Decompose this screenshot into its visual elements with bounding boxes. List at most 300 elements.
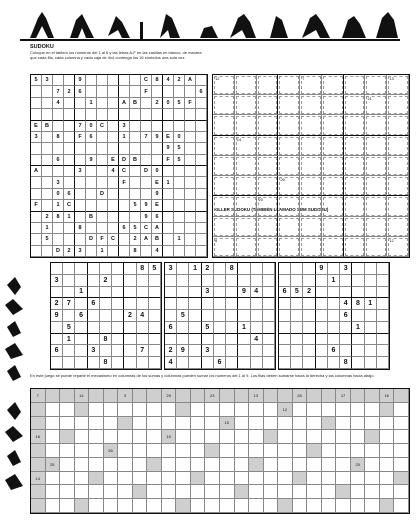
grid-cell[interactable] <box>165 275 177 287</box>
grid-cell[interactable] <box>377 334 389 346</box>
kakuro-cell[interactable] <box>147 444 162 458</box>
grid-cell[interactable] <box>303 322 315 334</box>
grid-cell[interactable]: 8 <box>100 334 112 346</box>
killer-cell[interactable] <box>235 75 257 95</box>
grid-cell[interactable]: 8 <box>226 263 238 275</box>
grid-cell[interactable] <box>130 86 141 97</box>
grid-cell[interactable] <box>238 357 250 369</box>
grid-cell[interactable] <box>108 132 119 143</box>
killer-cell[interactable] <box>344 156 366 176</box>
grid-cell[interactable] <box>316 334 328 346</box>
grid-cell[interactable] <box>316 287 328 299</box>
grid-cell[interactable] <box>328 322 340 334</box>
grid-cell[interactable]: 1 <box>42 223 53 234</box>
killer-cell[interactable] <box>278 75 300 95</box>
grid-cell[interactable] <box>75 322 87 334</box>
kakuro-cell[interactable] <box>293 458 308 472</box>
grid-cell[interactable] <box>124 287 136 299</box>
kakuro-cell[interactable] <box>147 485 162 499</box>
grid-cell[interactable] <box>185 177 196 188</box>
grid-cell[interactable] <box>165 287 177 299</box>
grid-cell[interactable] <box>291 310 303 322</box>
grid-cell[interactable] <box>64 98 75 109</box>
kakuro-cell[interactable] <box>60 472 75 486</box>
grid-cell[interactable] <box>51 334 63 346</box>
kakuro-cell[interactable] <box>336 472 351 486</box>
killer-cell[interactable] <box>300 176 322 196</box>
grid-cell[interactable]: 3 <box>53 177 64 188</box>
kakuro-cell[interactable] <box>89 444 104 458</box>
kakuro-cell[interactable] <box>176 417 191 431</box>
killer-cell[interactable] <box>387 176 409 196</box>
kakuro-cell[interactable] <box>75 430 90 444</box>
grid-cell[interactable] <box>303 298 315 310</box>
grid-cell[interactable] <box>303 345 315 357</box>
kakuro-cell[interactable] <box>322 472 337 486</box>
grid-cell[interactable] <box>377 310 389 322</box>
grid-cell[interactable]: 5 <box>130 223 141 234</box>
grid-cell[interactable] <box>291 334 303 346</box>
killer-cell[interactable] <box>322 217 344 237</box>
killer-cell[interactable] <box>365 237 387 257</box>
grid-cell[interactable] <box>189 345 201 357</box>
grid-cell[interactable]: 2 <box>152 98 163 109</box>
grid-cell[interactable]: 4 <box>163 75 174 86</box>
grid-cell[interactable] <box>214 263 226 275</box>
grid-cell[interactable] <box>303 334 315 346</box>
grid-cell[interactable] <box>189 298 201 310</box>
kakuro-cell[interactable] <box>89 458 104 472</box>
grid-cell[interactable] <box>97 177 108 188</box>
kakuro-cell[interactable] <box>191 458 206 472</box>
kakuro-cell[interactable] <box>264 403 279 417</box>
kakuro-cell[interactable] <box>46 444 61 458</box>
grid-cell[interactable] <box>185 234 196 245</box>
grid-cell[interactable] <box>214 322 226 334</box>
grid-cell[interactable] <box>149 298 161 310</box>
grid-cell[interactable]: 1 <box>86 98 97 109</box>
grid-cell[interactable] <box>63 345 75 357</box>
grid-cell[interactable] <box>279 310 291 322</box>
grid-cell[interactable]: 1 <box>189 263 201 275</box>
grid-cell[interactable]: 0 <box>53 189 64 200</box>
grid-cell[interactable] <box>64 109 75 120</box>
grid-cell[interactable] <box>291 345 303 357</box>
grid-cell[interactable] <box>108 143 119 154</box>
grid-cell[interactable] <box>196 246 207 257</box>
grid-cell[interactable] <box>31 223 42 234</box>
grid-cell[interactable] <box>149 275 161 287</box>
grid-cell[interactable] <box>185 155 196 166</box>
grid-cell[interactable]: 9 <box>177 345 189 357</box>
grid-cell[interactable]: 8 <box>53 132 64 143</box>
kakuro-cell[interactable] <box>380 485 395 499</box>
grid-cell[interactable] <box>63 310 75 322</box>
grid-cell[interactable]: 5 <box>42 234 53 245</box>
kakuro-cell[interactable] <box>394 485 409 499</box>
killer-cell[interactable] <box>344 75 366 95</box>
grid-cell[interactable] <box>251 310 263 322</box>
grid-cell[interactable]: 6 <box>53 155 64 166</box>
grid-cell[interactable] <box>202 310 214 322</box>
grid-cell[interactable] <box>108 177 119 188</box>
killer-cell[interactable] <box>344 95 366 115</box>
grid-cell[interactable] <box>196 177 207 188</box>
grid-cell[interactable] <box>189 287 201 299</box>
killer-cell[interactable] <box>235 237 257 257</box>
kakuro-cell[interactable] <box>380 458 395 472</box>
killer-cell[interactable] <box>235 156 257 176</box>
grid-cell[interactable] <box>185 246 196 257</box>
grid-cell[interactable]: C <box>64 200 75 211</box>
grid-cell[interactable]: 3 <box>202 345 214 357</box>
grid-cell[interactable] <box>119 109 130 120</box>
kakuro-cell[interactable] <box>118 444 133 458</box>
grid-cell[interactable] <box>75 298 87 310</box>
grid-cell[interactable] <box>64 121 75 132</box>
killer-cell[interactable] <box>257 95 279 115</box>
grid-cell[interactable] <box>141 177 152 188</box>
kakuro-cell[interactable] <box>235 472 250 486</box>
killer-cell[interactable] <box>322 95 344 115</box>
grid-cell[interactable] <box>108 212 119 223</box>
killer-cell[interactable] <box>213 75 235 95</box>
kakuro-cell[interactable] <box>293 499 308 513</box>
grid-cell[interactable] <box>189 334 201 346</box>
grid-cell[interactable] <box>177 287 189 299</box>
kakuro-cell[interactable] <box>365 444 380 458</box>
grid-cell[interactable] <box>377 322 389 334</box>
grid-cell[interactable] <box>86 246 97 257</box>
kakuro-cell[interactable] <box>133 444 148 458</box>
grid-cell[interactable] <box>316 310 328 322</box>
kakuro-cell[interactable] <box>293 444 308 458</box>
grid-cell[interactable] <box>112 322 124 334</box>
grid-cell[interactable]: 9 <box>75 75 86 86</box>
grid-cell[interactable]: F <box>185 98 196 109</box>
killer-cell[interactable] <box>278 237 300 257</box>
grid-cell[interactable] <box>42 143 53 154</box>
killer-cell[interactable] <box>257 136 279 156</box>
grid-cell[interactable]: 9 <box>51 310 63 322</box>
kakuro-cell[interactable] <box>264 444 279 458</box>
grid-cell[interactable] <box>226 287 238 299</box>
grid-cell[interactable] <box>163 121 174 132</box>
grid-cell[interactable]: A <box>119 98 130 109</box>
grid-cell[interactable]: 3 <box>51 275 63 287</box>
grid-cell[interactable]: F <box>163 155 174 166</box>
kakuro-cell[interactable] <box>336 417 351 431</box>
kakuro-cell[interactable] <box>162 417 177 431</box>
killer-cell[interactable] <box>300 237 322 257</box>
grid-cell[interactable] <box>226 322 238 334</box>
kakuro-cell[interactable] <box>60 403 75 417</box>
grid-cell[interactable] <box>88 357 100 369</box>
kakuro-cell[interactable] <box>118 472 133 486</box>
grid-cell[interactable]: 8 <box>100 357 112 369</box>
kakuro-cell[interactable] <box>162 458 177 472</box>
kakuro-cell[interactable] <box>205 499 220 513</box>
grid-cell[interactable] <box>214 275 226 287</box>
grid-cell[interactable]: 6 <box>328 345 340 357</box>
grid-cell[interactable] <box>119 86 130 97</box>
grid-cell[interactable] <box>163 189 174 200</box>
grid-cell[interactable] <box>174 177 185 188</box>
killer-cell[interactable] <box>213 217 235 237</box>
grid-cell[interactable] <box>328 357 340 369</box>
grid-cell[interactable] <box>214 334 226 346</box>
grid-cell[interactable] <box>316 298 328 310</box>
grid-cell[interactable] <box>189 322 201 334</box>
kakuro-cell[interactable] <box>75 485 90 499</box>
grid-cell[interactable] <box>108 121 119 132</box>
killer-cell[interactable] <box>387 95 409 115</box>
grid-cell[interactable] <box>112 310 124 322</box>
grid-cell[interactable] <box>86 75 97 86</box>
grid-cell[interactable] <box>31 212 42 223</box>
grid-cell[interactable]: 5 <box>149 263 161 275</box>
grid-cell[interactable] <box>64 143 75 154</box>
grid-cell[interactable] <box>328 263 340 275</box>
grid-cell[interactable]: F <box>31 200 42 211</box>
kakuro-cell[interactable] <box>220 430 235 444</box>
grid-cell[interactable]: E <box>152 200 163 211</box>
grid-cell[interactable] <box>64 132 75 143</box>
grid-cell[interactable] <box>316 322 328 334</box>
killer-cell[interactable] <box>322 176 344 196</box>
grid-cell[interactable]: 2 <box>42 212 53 223</box>
grid-cell[interactable]: 4 <box>53 98 64 109</box>
grid-cell[interactable] <box>352 345 364 357</box>
grid-cell[interactable] <box>163 109 174 120</box>
kakuro-cell[interactable] <box>46 403 61 417</box>
killer-cell[interactable] <box>344 115 366 135</box>
grid-cell[interactable]: E <box>163 132 174 143</box>
grid-cell[interactable] <box>108 86 119 97</box>
grid-cell[interactable] <box>141 189 152 200</box>
grid-cell[interactable]: 5 <box>174 143 185 154</box>
grid-cell[interactable] <box>291 275 303 287</box>
grid-cell[interactable] <box>86 200 97 211</box>
kakuro-cell[interactable] <box>176 472 191 486</box>
grid-cell[interactable] <box>226 310 238 322</box>
grid-cell[interactable] <box>196 75 207 86</box>
kakuro-cell[interactable] <box>336 403 351 417</box>
grid-cell[interactable]: 1 <box>119 132 130 143</box>
grid-cell[interactable] <box>196 143 207 154</box>
grid-cell[interactable] <box>63 263 75 275</box>
grid-cell[interactable] <box>112 298 124 310</box>
grid-cell[interactable]: 3 <box>75 166 86 177</box>
grid-cell[interactable]: 1 <box>238 322 250 334</box>
grid-cell[interactable] <box>163 166 174 177</box>
kakuro-cell[interactable] <box>394 430 409 444</box>
kakuro-cell[interactable] <box>46 417 61 431</box>
grid-cell[interactable] <box>124 322 136 334</box>
grid-cell[interactable] <box>238 334 250 346</box>
grid-cell[interactable] <box>149 357 161 369</box>
grid-cell[interactable] <box>75 143 86 154</box>
grid-cell[interactable] <box>185 200 196 211</box>
grid-cell[interactable] <box>174 121 185 132</box>
grid-cell[interactable] <box>141 246 152 257</box>
grid-cell[interactable]: 3 <box>88 345 100 357</box>
grid-cell[interactable] <box>185 189 196 200</box>
grid-cell[interactable]: 6 <box>75 86 86 97</box>
grid-cell[interactable]: 2 <box>100 275 112 287</box>
grid-cell[interactable]: 6 <box>196 86 207 97</box>
grid-cell[interactable]: 9 <box>86 155 97 166</box>
kakuro-cell[interactable] <box>89 485 104 499</box>
grid-cell[interactable]: F <box>141 86 152 97</box>
kakuro-cell[interactable] <box>307 458 322 472</box>
grid-cell[interactable] <box>365 334 377 346</box>
grid-cell[interactable] <box>88 322 100 334</box>
grid-cell[interactable] <box>196 98 207 109</box>
grid-cell[interactable] <box>97 86 108 97</box>
kakuro-cell[interactable] <box>60 444 75 458</box>
grid-cell[interactable] <box>263 322 275 334</box>
grid-cell[interactable] <box>149 345 161 357</box>
kakuro-cell[interactable] <box>365 417 380 431</box>
grid-cell[interactable] <box>53 223 64 234</box>
grid-cell[interactable] <box>263 310 275 322</box>
grid-cell[interactable] <box>303 275 315 287</box>
grid-cell[interactable] <box>86 177 97 188</box>
kakuro-cell[interactable] <box>351 430 366 444</box>
killer-cell[interactable] <box>300 196 322 216</box>
grid-cell[interactable]: D <box>97 189 108 200</box>
grid-cell[interactable] <box>377 263 389 275</box>
grid-cell[interactable] <box>152 143 163 154</box>
grid-cell[interactable]: 0 <box>152 166 163 177</box>
killer-cell[interactable] <box>213 115 235 135</box>
grid-cell[interactable]: 6 <box>86 132 97 143</box>
kakuro-cell[interactable] <box>278 417 293 431</box>
grid-cell[interactable] <box>130 109 141 120</box>
kakuro-cell[interactable] <box>365 403 380 417</box>
grid-cell[interactable] <box>112 334 124 346</box>
grid-cell[interactable] <box>64 234 75 245</box>
grid-cell[interactable] <box>108 109 119 120</box>
grid-cell[interactable] <box>177 298 189 310</box>
grid-cell[interactable] <box>124 275 136 287</box>
kakuro-cell[interactable] <box>264 458 279 472</box>
grid-cell[interactable] <box>163 200 174 211</box>
grid-cell[interactable] <box>108 200 119 211</box>
grid-cell[interactable] <box>108 223 119 234</box>
kakuro-cell[interactable] <box>394 403 409 417</box>
killer-cell[interactable] <box>387 156 409 176</box>
grid-cell[interactable] <box>152 121 163 132</box>
grid-cell[interactable]: 0 <box>86 121 97 132</box>
grid-cell[interactable] <box>51 287 63 299</box>
grid-cell[interactable]: 9 <box>238 287 250 299</box>
kakuro-cell[interactable] <box>191 403 206 417</box>
killer-cell[interactable] <box>257 176 279 196</box>
kakuro-cell[interactable] <box>235 458 250 472</box>
grid-cell[interactable] <box>352 287 364 299</box>
kakuro-cell[interactable] <box>147 403 162 417</box>
grid-cell[interactable] <box>137 275 149 287</box>
grid-cell[interactable] <box>100 322 112 334</box>
grid-cell[interactable] <box>75 212 86 223</box>
grid-cell[interactable]: 8 <box>340 357 352 369</box>
grid-cell[interactable]: 1 <box>63 334 75 346</box>
kakuro-cell[interactable] <box>46 485 61 499</box>
grid-cell[interactable]: 6 <box>340 310 352 322</box>
grid-cell[interactable] <box>202 357 214 369</box>
killer-cell[interactable] <box>365 95 387 115</box>
grid-cell[interactable] <box>75 177 86 188</box>
kakuro-cell[interactable] <box>278 430 293 444</box>
grid-cell[interactable]: 7 <box>75 121 86 132</box>
grid-cell[interactable]: 9 <box>141 200 152 211</box>
grid-cell[interactable] <box>97 212 108 223</box>
kakuro-cell[interactable] <box>293 430 308 444</box>
grid-cell[interactable]: 4 <box>251 287 263 299</box>
kakuro-cell[interactable] <box>249 417 264 431</box>
kakuro-cell[interactable] <box>133 472 148 486</box>
grid-cell[interactable] <box>174 109 185 120</box>
killer-cell[interactable] <box>387 237 409 257</box>
grid-cell[interactable]: 1 <box>64 212 75 223</box>
grid-cell[interactable]: 8 <box>75 223 86 234</box>
kakuro-cell[interactable] <box>205 485 220 499</box>
grid-cell[interactable] <box>137 287 149 299</box>
grid-cell[interactable] <box>365 310 377 322</box>
grid-cell[interactable]: C <box>119 166 130 177</box>
kakuro-cell[interactable] <box>104 430 119 444</box>
kakuro-cell[interactable] <box>60 417 75 431</box>
grid-cell[interactable]: 6 <box>165 322 177 334</box>
grid-cell[interactable] <box>163 234 174 245</box>
kakuro-cell[interactable] <box>336 458 351 472</box>
grid-cell[interactable] <box>108 98 119 109</box>
kakuro-cell[interactable] <box>307 403 322 417</box>
grid-cell[interactable] <box>75 189 86 200</box>
grid-cell[interactable]: 8 <box>53 212 64 223</box>
killer-cell[interactable] <box>257 237 279 257</box>
kakuro-cell[interactable] <box>336 444 351 458</box>
grid-cell[interactable] <box>53 109 64 120</box>
grid-cell[interactable] <box>42 98 53 109</box>
grid-cell[interactable] <box>53 121 64 132</box>
grid-cell[interactable] <box>88 263 100 275</box>
grid-cell[interactable] <box>165 298 177 310</box>
kakuro-cell[interactable] <box>322 444 337 458</box>
killer-cell[interactable] <box>235 136 257 156</box>
grid-cell[interactable] <box>291 298 303 310</box>
grid-cell[interactable] <box>163 223 174 234</box>
grid-cell[interactable] <box>130 177 141 188</box>
grid-cell[interactable] <box>86 86 97 97</box>
kakuro-cell[interactable] <box>133 499 148 513</box>
grid-cell[interactable] <box>97 98 108 109</box>
grid-cell[interactable] <box>340 322 352 334</box>
kakuro-cell[interactable] <box>176 430 191 444</box>
kakuro-cell[interactable] <box>322 403 337 417</box>
killer-cell[interactable] <box>213 196 235 216</box>
grid-cell[interactable] <box>251 263 263 275</box>
kakuro-cell[interactable] <box>176 458 191 472</box>
grid-cell[interactable] <box>97 155 108 166</box>
grid-cell[interactable] <box>174 86 185 97</box>
kakuro-cell[interactable] <box>75 472 90 486</box>
grid-cell[interactable] <box>177 357 189 369</box>
killer-cell[interactable] <box>257 217 279 237</box>
kakuro-cell[interactable] <box>89 499 104 513</box>
